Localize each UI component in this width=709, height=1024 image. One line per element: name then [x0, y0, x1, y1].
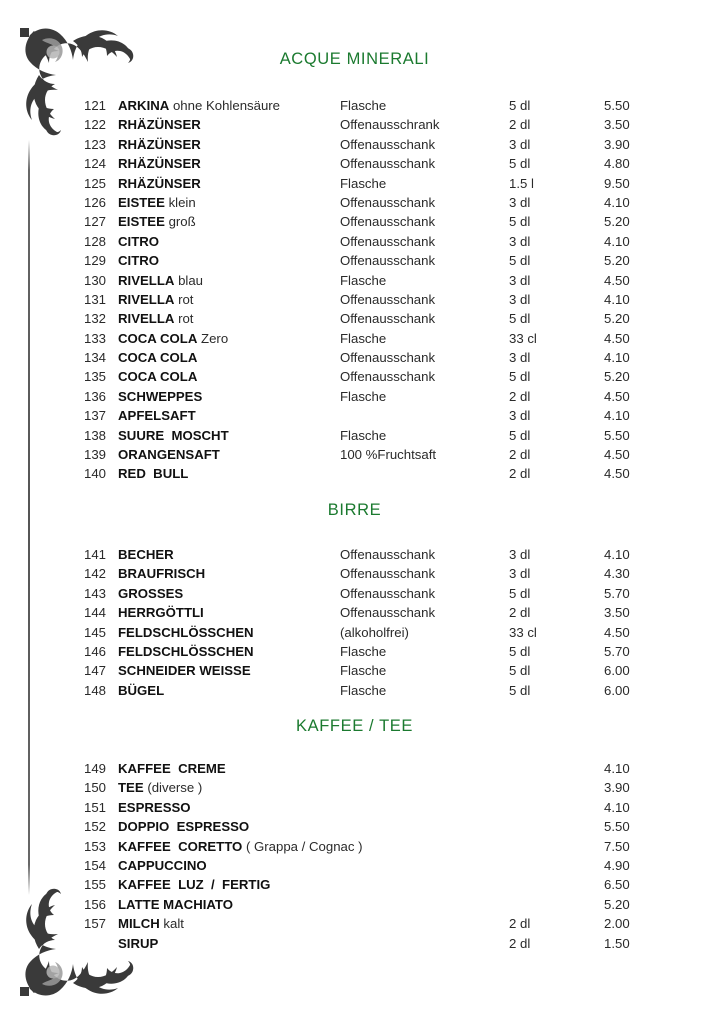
item-number: 136	[84, 388, 107, 404]
item-price: 6.00	[604, 663, 630, 679]
item-service: Offenausschank	[340, 369, 436, 385]
item-volume: 1.5 l	[509, 175, 534, 191]
item-price: 4.10	[604, 233, 630, 249]
item-service: Offenausschank	[340, 350, 436, 366]
item-volume: 2 dl	[509, 935, 531, 951]
item-number: 144	[84, 605, 107, 621]
item-volume: 2 dl	[509, 605, 531, 621]
menu-row	[0, 778, 709, 797]
menu-section-kaffee-tee	[0, 759, 709, 953]
menu-row	[0, 367, 709, 386]
item-number: 127	[84, 214, 107, 230]
item-price: 4.10	[604, 547, 630, 562]
menu-row	[0, 623, 709, 642]
menu-row	[0, 759, 709, 778]
item-volume: 2 dl	[509, 388, 531, 404]
menu-row	[0, 934, 709, 953]
item-price: 3.50	[604, 117, 630, 133]
item-volume: 3 dl	[509, 136, 531, 152]
menu-row	[0, 406, 709, 425]
item-price: 1.50	[604, 935, 630, 951]
item-service: Flasche	[340, 663, 387, 679]
item-number: 155	[84, 877, 107, 893]
item-volume: 3 dl	[509, 566, 531, 582]
item-volume: 5 dl	[509, 311, 531, 327]
item-service: Offenausschank	[340, 253, 436, 269]
item-volume: 5 dl	[509, 427, 531, 443]
item-service: Flasche	[340, 427, 387, 443]
item-volume: 3 dl	[509, 350, 531, 366]
item-number: 154	[84, 857, 107, 873]
item-number: 128	[84, 233, 107, 249]
item-price: 4.10	[604, 408, 630, 424]
item-service: Offenausschank	[340, 156, 436, 172]
item-service: Flasche	[340, 682, 387, 698]
menu-row	[0, 232, 709, 251]
item-name: ESPRESSO	[118, 799, 191, 815]
item-qualifier: ( Grappa / Cognac )	[242, 838, 363, 854]
section-heading-birre: BIRRE	[327, 501, 382, 519]
item-name: RIVELLA rot	[118, 291, 194, 307]
item-volume: 3 dl	[509, 408, 531, 424]
item-qualifier: klein	[164, 194, 196, 210]
item-volume: 5 dl	[509, 214, 531, 230]
item-price: 5.50	[604, 427, 630, 443]
item-price: 4.80	[604, 156, 630, 172]
item-name: MILCH kalt	[118, 916, 184, 932]
menu-row	[0, 290, 709, 309]
menu-row	[0, 464, 709, 483]
item-name: SCHWEPPES	[118, 388, 203, 404]
menu-section-birre	[0, 545, 709, 700]
item-qualifier: Zero	[197, 330, 229, 346]
item-service: Flasche	[340, 175, 387, 191]
item-number: 121	[84, 98, 107, 113]
item-number: 132	[84, 311, 107, 327]
item-qualifier: groß	[164, 214, 196, 230]
menu-row	[0, 154, 709, 173]
item-volume: 3 dl	[509, 547, 531, 562]
item-volume: 2 dl	[509, 916, 531, 932]
item-price: 4.50	[604, 272, 630, 288]
item-price: 9.50	[604, 175, 630, 191]
menu-row	[0, 271, 709, 290]
menu-row	[0, 798, 709, 817]
item-service: Offenausschank	[340, 233, 436, 249]
menu-row	[0, 426, 709, 445]
item-name: RHÄZÜNSER	[118, 175, 201, 191]
item-price: 4.30	[604, 566, 630, 582]
item-price: 5.50	[604, 98, 630, 113]
item-price: 5.20	[604, 214, 630, 230]
item-name: BECHER	[118, 547, 174, 562]
item-number: 130	[84, 272, 107, 288]
item-name: RHÄZÜNSER	[118, 156, 201, 172]
item-price: 4.50	[604, 447, 630, 463]
item-qualifier: blau	[174, 272, 204, 288]
item-number: 156	[84, 896, 107, 912]
menu-row	[0, 661, 709, 680]
item-number: 139	[84, 447, 107, 463]
item-name: CITRO	[118, 233, 160, 249]
item-volume: 5 dl	[509, 585, 531, 601]
item-number: 131	[84, 291, 107, 307]
item-service: Offenausschank	[340, 566, 436, 582]
item-volume: 5 dl	[509, 663, 531, 679]
section-heading-acque-minerali: ACQUE MINERALI	[279, 50, 430, 68]
item-service: 100 %Fruchtsaft	[340, 447, 437, 463]
item-name: FELDSCHLÖSSCHEN	[118, 624, 254, 640]
item-volume: 33 cl	[509, 330, 537, 346]
item-service: Flasche	[340, 643, 387, 659]
item-qualifier: ohne Kohlensäure	[169, 98, 281, 113]
menu-row	[0, 329, 709, 348]
item-number: 135	[84, 369, 107, 385]
item-number: 133	[84, 330, 107, 346]
item-number: 157	[84, 916, 107, 932]
item-qualifier: rot	[174, 311, 194, 327]
item-name: RHÄZÜNSER	[118, 117, 201, 133]
item-name: HERRGÖTTLI	[118, 605, 204, 621]
item-service: Offenausschrank	[340, 117, 440, 133]
item-name: RED BULL	[118, 466, 189, 482]
item-price: 4.50	[604, 388, 630, 404]
item-price: 4.10	[604, 194, 630, 210]
item-service: Flasche	[340, 272, 387, 288]
item-price: 4.50	[604, 330, 630, 346]
menu-row	[0, 96, 709, 115]
item-price: 5.70	[604, 585, 630, 601]
item-price: 5.20	[604, 896, 630, 912]
item-service: Offenausschank	[340, 194, 436, 210]
item-name: COCA COLA Zero	[118, 330, 229, 346]
item-number: 147	[84, 663, 107, 679]
item-volume: 5 dl	[509, 682, 531, 698]
item-service: (alkoholfrei)	[340, 624, 409, 640]
item-service: Flasche	[340, 330, 387, 346]
item-service: Offenausschank	[340, 311, 436, 327]
item-number: 122	[84, 117, 107, 133]
menu-row	[0, 564, 709, 583]
menu-row	[0, 193, 709, 212]
item-volume: 3 dl	[509, 291, 531, 307]
menu-row	[0, 603, 709, 622]
menu-row	[0, 875, 709, 894]
menu-section-acque-minerali	[0, 96, 709, 484]
item-name: KAFFEE LUZ / FERTIG	[118, 877, 271, 893]
item-name: TEE (diverse )	[118, 780, 203, 796]
item-name: DOPPIO ESPRESSO	[118, 819, 250, 835]
menu-row	[0, 914, 709, 933]
item-price: 3.90	[604, 780, 630, 796]
item-volume: 2 dl	[509, 447, 531, 463]
item-number: 124	[84, 156, 107, 172]
item-number: 146	[84, 643, 107, 659]
item-name: COCA COLA	[118, 369, 198, 385]
menu-row	[0, 895, 709, 914]
item-number: 142	[84, 566, 107, 582]
menu-row	[0, 135, 709, 154]
item-name: EISTEE klein	[118, 194, 196, 210]
item-number: 148	[84, 682, 107, 698]
item-number: 143	[84, 585, 107, 601]
menu-row	[0, 251, 709, 270]
item-price: 2.00	[604, 916, 630, 932]
menu-row	[0, 642, 709, 661]
item-number: 141	[84, 547, 107, 562]
menu-row	[0, 856, 709, 875]
item-name: EISTEE groß	[118, 214, 196, 230]
menu-row	[0, 115, 709, 134]
menu-row	[0, 174, 709, 193]
item-service: Offenausschank	[340, 291, 436, 307]
item-price: 4.50	[604, 466, 630, 482]
item-number: 153	[84, 838, 107, 854]
item-name: APFELSAFT	[118, 408, 196, 424]
item-price: 5.50	[604, 819, 630, 835]
item-number: 129	[84, 253, 107, 269]
menu-row	[0, 445, 709, 464]
item-name: LATTE MACHIATO	[118, 896, 234, 912]
item-volume: 33 cl	[509, 624, 537, 640]
item-service: Offenausschank	[340, 214, 436, 230]
menu-row	[0, 545, 709, 564]
item-volume: 2 dl	[509, 466, 531, 482]
menu-row	[0, 817, 709, 836]
item-price: 4.90	[604, 857, 630, 873]
item-number: 125	[84, 175, 107, 191]
item-volume: 5 dl	[509, 98, 531, 113]
item-price: 5.20	[604, 369, 630, 385]
item-name: CAPPUCCINO	[118, 857, 207, 873]
item-name: BRAUFRISCH	[118, 566, 206, 582]
item-number: 149	[84, 761, 107, 776]
item-number: 123	[84, 136, 107, 152]
item-price: 5.20	[604, 311, 630, 327]
item-service: Offenausschank	[340, 136, 436, 152]
item-price: 7.50	[604, 838, 630, 854]
item-price: 6.00	[604, 682, 630, 698]
item-volume: 5 dl	[509, 253, 531, 269]
item-number: 152	[84, 819, 107, 835]
item-name: RIVELLA blau	[118, 272, 204, 288]
item-name: SCHNEIDER WEISSE	[118, 663, 251, 679]
item-price: 5.70	[604, 643, 630, 659]
item-number: 145	[84, 624, 107, 640]
item-service: Offenausschank	[340, 605, 436, 621]
item-name: RHÄZÜNSER	[118, 136, 201, 152]
item-price: 4.10	[604, 761, 630, 776]
item-volume: 5 dl	[509, 369, 531, 385]
item-price: 6.50	[604, 877, 630, 893]
item-price: 3.90	[604, 136, 630, 152]
item-number: 137	[84, 408, 107, 424]
menu-row	[0, 212, 709, 231]
item-service: Offenausschank	[340, 547, 436, 562]
item-price: 4.50	[604, 624, 630, 640]
item-name: FELDSCHLÖSSCHEN	[118, 643, 254, 659]
item-number: 134	[84, 350, 107, 366]
item-service: Flasche	[340, 388, 387, 404]
item-number: 150	[84, 780, 107, 796]
item-volume: 5 dl	[509, 643, 531, 659]
item-volume: 3 dl	[509, 194, 531, 210]
item-qualifier: (diverse )	[143, 780, 203, 796]
item-name: BÜGEL	[118, 682, 165, 698]
item-name: SIRUP	[118, 935, 159, 951]
menu-row	[0, 309, 709, 328]
menu-row	[0, 837, 709, 856]
item-price: 3.50	[604, 605, 630, 621]
item-service: Offenausschank	[340, 585, 436, 601]
menu-row	[0, 681, 709, 700]
item-name: SUURE MOSCHT	[118, 427, 229, 443]
item-qualifier: kalt	[159, 916, 184, 932]
menu-row	[0, 387, 709, 406]
item-price: 4.10	[604, 291, 630, 307]
menu-row	[0, 348, 709, 367]
item-name: CITRO	[118, 253, 160, 269]
section-heading-kaffee-tee: KAFFEE / TEE	[296, 717, 413, 735]
item-name: COCA COLA	[118, 350, 198, 366]
item-name: GROSSES	[118, 585, 184, 601]
item-name: KAFFEE CREME	[118, 761, 226, 776]
item-name: RIVELLA rot	[118, 311, 194, 327]
item-name: ARKINA ohne Kohlensäure	[118, 98, 281, 113]
item-volume: 3 dl	[509, 272, 531, 288]
item-volume: 5 dl	[509, 156, 531, 172]
item-name: KAFFEE CORETTO ( Grappa / Cognac )	[118, 838, 363, 854]
item-number: 126	[84, 194, 107, 210]
item-volume: 2 dl	[509, 117, 531, 133]
item-price: 5.20	[604, 253, 630, 269]
item-price: 4.10	[604, 799, 630, 815]
item-number: 138	[84, 427, 107, 443]
item-price: 4.10	[604, 350, 630, 366]
item-service: Flasche	[340, 98, 387, 113]
item-number: 140	[84, 466, 107, 482]
item-volume: 3 dl	[509, 233, 531, 249]
item-qualifier: rot	[174, 291, 194, 307]
item-name: ORANGENSAFT	[118, 447, 220, 463]
menu-row	[0, 584, 709, 603]
item-number: 151	[84, 799, 107, 815]
